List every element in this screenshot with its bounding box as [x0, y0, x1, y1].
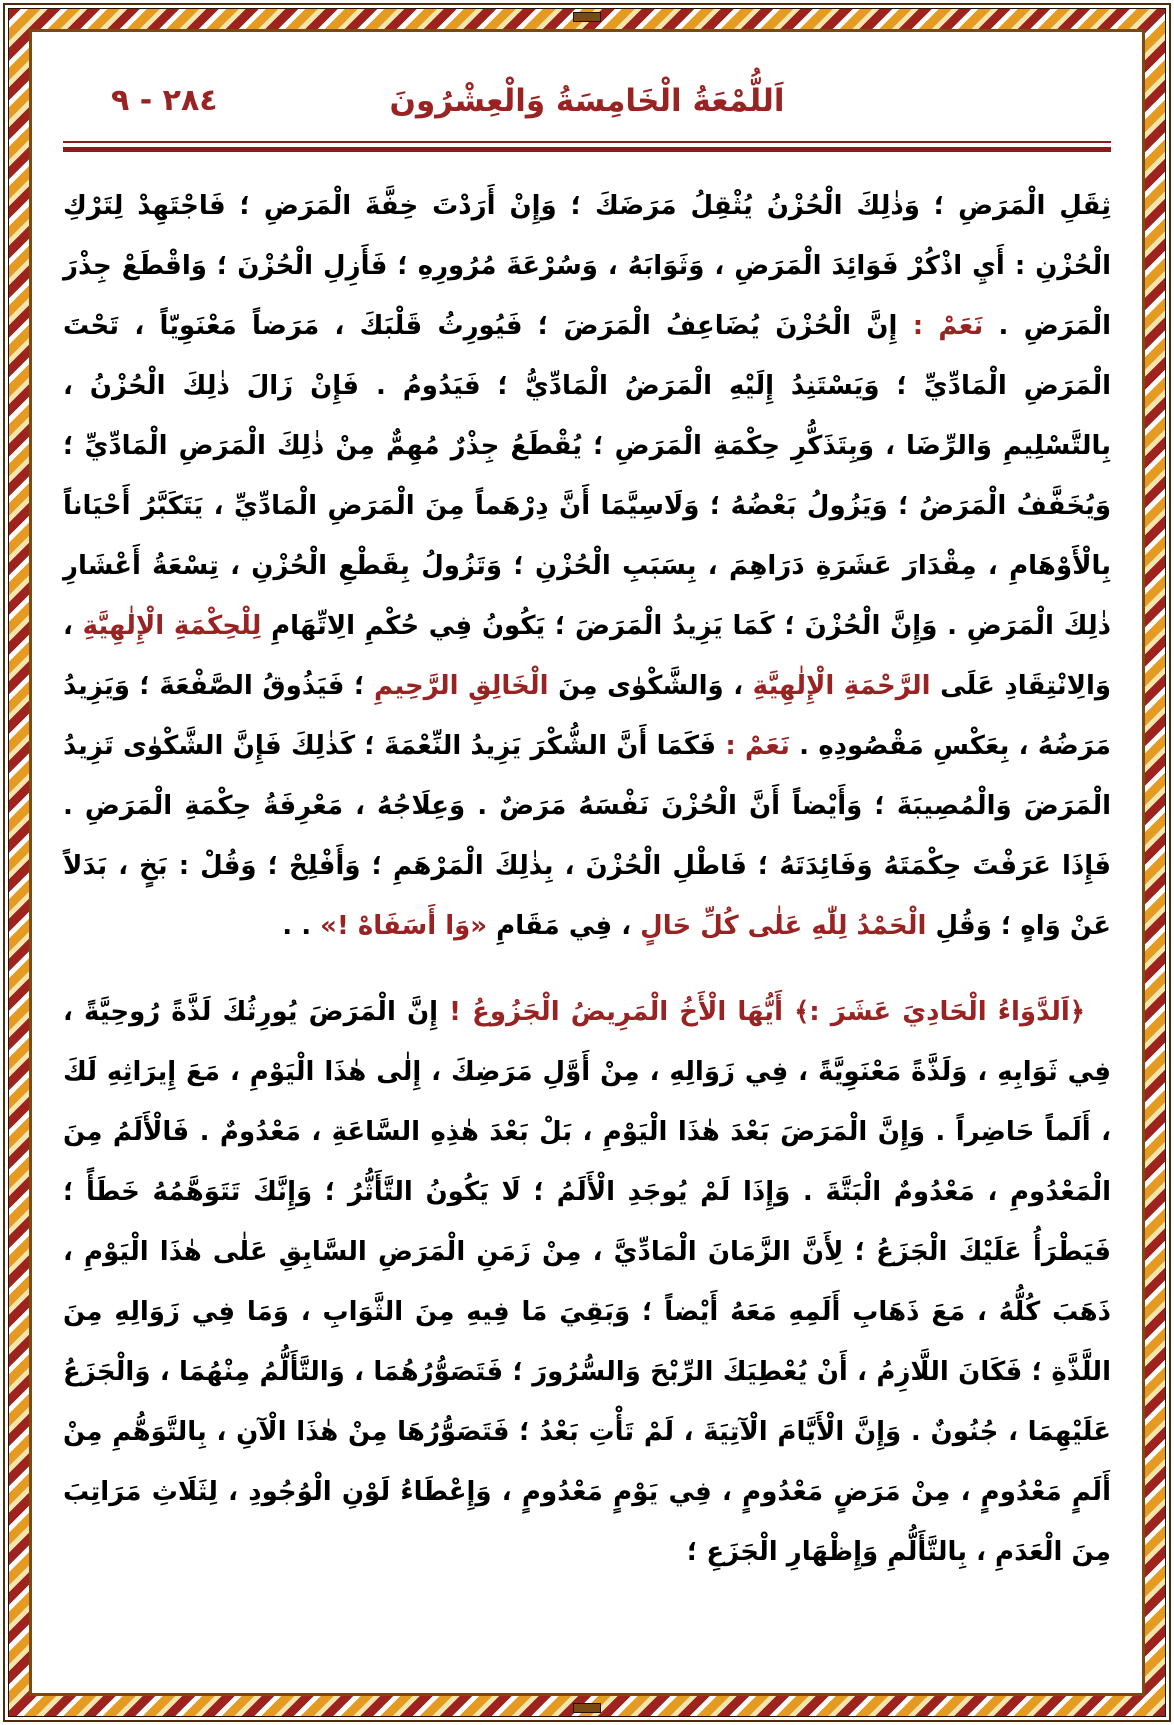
page-title: اَللُّمْعَةُ الْخَامِسَةُ وَالْعِشْرُونَ — [389, 83, 785, 119]
text-run: ؛ فَيَذُوقُ الصَّفْعَةَ ؛ وَيَزِيدُ مَرَضُهُ ، بِعَكْسِ مَقْصُودِهِ . — [63, 671, 1111, 761]
text-run: . . — [282, 911, 321, 941]
highlight-text-run: ﴿اَلدَّوَاءُ الْحَادِيَ عَشَرَ :﴾ أَيُّهَا الْأَخُ الْمَرِيضُ الْجَزُوعُ ! — [438, 997, 1085, 1027]
highlight-text-run: لِلْحِكْمَةِ الْإِلٰهِيَّةِ — [82, 611, 262, 641]
highlight-text-run: الْحَمْدُ لِلّٰهِ عَلٰى كُلِّ حَالٍ — [640, 911, 927, 941]
page-content — [33, 33, 1141, 1692]
text-run: ، وَالِانْتِقَادِ عَلَى — [63, 611, 1112, 701]
border-ornament-bottom — [573, 1703, 601, 1713]
page-number: ٢٨٤ - ٩ — [111, 83, 218, 118]
paragraph — [63, 982, 1111, 1582]
page-header — [63, 69, 1111, 133]
highlight-text-run: «وَا أَسَفَاهْ !» — [320, 911, 488, 941]
border-ornament-top — [573, 12, 601, 22]
text-run: ، فِي مَقَامِ — [487, 911, 641, 941]
header-divider-rule — [63, 141, 1111, 152]
highlight-text-run: نَعَمْ : — [725, 731, 790, 761]
body-text — [63, 176, 1111, 1582]
highlight-text-run: الْخَالِقِ الرَّحِيمِ — [373, 671, 549, 701]
paragraph — [63, 176, 1111, 956]
text-run: فَكَمَا أَنَّ الشُّكْرَ يَزِيدُ النِّعْمَةَ ؛ كَذٰلِكَ فَإِنَّ الشَّكْوٰى تَزِيدُ الْمَرَضَ وَالْمُصِيبَةَ ؛ وَأَيْضاً أَنَّ الْحُزْنَ نَفْسَهُ مَرَضٌ . وَعِلَاجُهُ ، مَعْرِفَةُ حِكْمَةِ الْمَرَضِ . فَإِذَا عَرَفْتَ حِكْمَتَهُ وَفَائِدَتَهُ ؛ فَاطْلِ الْحُزْنَ ، بِذٰلِكَ الْمَرْهَمِ ؛ وَأَفْلِحْ ؛ وَقُلْ : بَخٍ ، بَدَلاً عَنْ وَاهٍ ؛ وَقُلِ — [63, 731, 1111, 941]
highlight-text-run: الرَّحْمَةِ الْإِلٰهِيَّةِ — [752, 671, 931, 701]
highlight-text-run: نَعَمْ : — [897, 311, 984, 341]
text-run: إِنَّ الْحُزْنَ يُضَاعِفُ الْمَرَضَ ؛ فَيُورِثُ قَلْبَكَ ، مَرَضاً مَعْنَوِيّاً ، تَحْتَ الْمَرَضِ الْمَادِّيِّ ؛ وَيَسْتَنِدُ إِلَيْهِ الْمَرَضُ الْمَادِّيُّ ؛ فَيَدُومُ . فَإِنْ زَالَ ذٰلِكَ الْحُزْنُ ، بِالتَّسْلِيمِ وَالرِّضَا ، وَبِتَذَكُّرِ حِكْمَةِ الْمَرَضِ ؛ يُقْطَعُ جِذْرٌ مُهِمٌّ مِنْ ذٰلِكَ الْمَرَضِ الْمَادِّيِّ ؛ وَيُخَفَّفُ الْمَرَضُ ؛ وَيَزُولُ بَعْضُهُ ؛ وَلَاسِيَّمَا أَنَّ دِرْهَماً مِنَ الْمَرَضِ الْمَادِّيِّ ، يَتَكَبَّرُ أَحْيَاناً بِالْأَوْهَامِ ، مِقْدَارَ عَشَرَةِ دَرَاهِمَ ، بِسَبَبِ الْحُزْنِ ؛ وَتَزُولُ بِقَطْعِ الْحُزْنِ ، تِسْعَةُ أَعْشَارِ ذٰلِكَ الْمَرَضِ . وَإِنَّ الْحُزْنَ ؛ كَمَا يَزِيدُ الْمَرَضَ ؛ يَكُونُ فِي حُكْمِ الِاتِّهَامِ — [63, 311, 1111, 641]
text-run: إِنَّ الْمَرَضَ يُورِثُكَ لَذَّةً رُوحِيَّةً ، فِي ثَوَابِهِ ، وَلَذَّةً مَعْنَوِيَّةً ، فِي زَوَالِهِ ، مِنْ أَوَّلِ مَرَضِكَ ، إِلٰى هٰذَا الْيَوْمِ ، مَعَ إِيرَاثِهِ لَكَ ، أَلَماً حَاضِراً . وَإِنَّ الْمَرَضَ بَعْدَ هٰذَا الْيَوْمِ ، بَلْ بَعْدَ هٰذِهِ السَّاعَةِ ، مَعْدُومٌ . فَالْأَلَمُ مِنَ الْمَعْدُومِ ، مَعْدُومٌ الْبَتَّةَ . وَإِذَا لَمْ يُوجَدِ الْأَلَمُ ؛ لَا يَكُونُ التَّأَثُّرُ ؛ وَإِنَّكَ تَتَوَهَّمُهُ خَطَأً ؛ فَيَطْرَأُ عَلَيْكَ الْجَزَعُ ؛ لِأَنَّ الزَّمَانَ الْمَادِّيَّ ، مِنْ زَمَنِ الْمَرَضِ السَّابِقِ عَلٰى هٰذَا الْيَوْمِ ، ذَهَبَ كُلُّهُ ، مَعَ ذَهَابِ أَلَمِهِ مَعَهُ أَيْضاً ؛ وَبَقِيَ مَا فِيهِ مِنَ الثَّوَابِ ، وَمَا فِي زَوَالِهِ مِنَ اللَّذَّةِ ؛ فَكَانَ اللَّازِمُ ، أَنْ يُعْطِيَكَ الرِّبْحَ وَالسُّرُورَ ؛ فَتَصَوُّرُهُمَا ، وَالتَّأَلُّمُ مِنْهُمَا ، وَالْجَزَعُ عَلَيْهِمَا ، جُنُونٌ . وَإِنَّ الْأَيَّامَ الْآتِيَةَ ، لَمْ تَأْتِ بَعْدُ ؛ فَتَصَوُّرُهَا مِنْ هٰذَا الْآنِ ، بِالتَّوَهُّمِ مِنْ أَلَمٍ مَعْدُومٍ ، مِنْ مَرَضٍ مَعْدُومٍ ، فِي يَوْمٍ مَعْدُومٍ ، وَإِعْطَاءُ لَوْنِ الْوُجُودِ ، لِثَلَاثِ مَرَاتِبَ مِنَ الْعَدَمِ ، بِالتَّأَلُّمِ وَإِظْهَارِ الْجَزَعِ ؛ — [63, 997, 1111, 1567]
text-run: ثِقَلِ الْمَرَضِ ؛ وَذٰلِكَ الْحُزْنُ يُثْقِلُ مَرَضَكَ ؛ وَإِنْ أَرَدْتَ خِفَّةَ الْمَرَضِ ؛ فَاجْتَهِدْ لِتَرْكِ الْحُزْنِ : أَيِ اذْكُرْ فَوَائِدَ الْمَرَضِ ، وَثَوَابَهُ ، وَسُرْعَةَ مُرُورِهِ ؛ فَأَزِلِ الْحُزْنَ ؛ وَاقْطَعْ جِذْرَ الْمَرَضِ . — [63, 191, 1111, 341]
text-run: ، وَالشَّكْوٰى مِنَ — [548, 671, 753, 701]
